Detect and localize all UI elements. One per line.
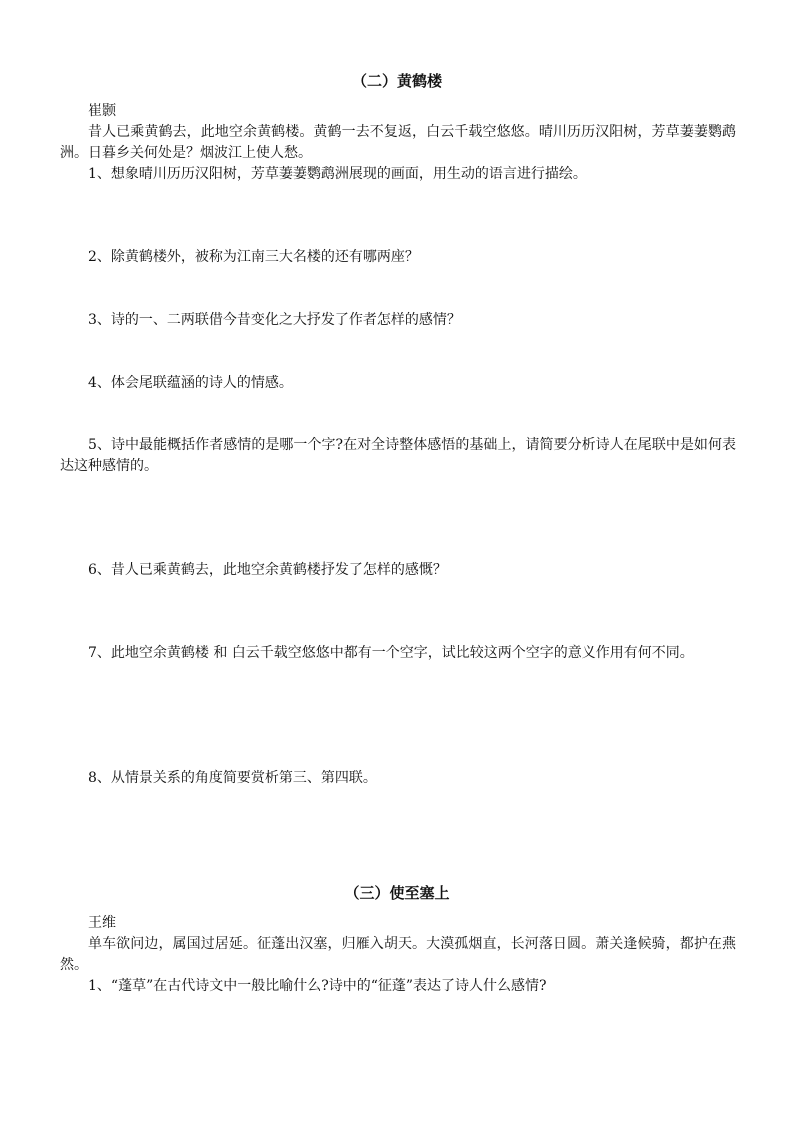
section-3-author: 王维 <box>88 915 116 931</box>
section-2-question-1: 1、想象晴川历历汉阳树，芳草萋萋鹦鹉洲展现的画面，用生动的语言进行描绘。 <box>88 166 587 182</box>
section-3-poem: 单车欲问边，属国过居延。征蓬出汉塞，归雁入胡天。大漠孤烟直，长河落日圆。萧关逢候骑，都护在燕然。 <box>60 936 736 973</box>
section-2-question-3: 3、诗的一、二两联借今昔变化之大抒发了作者怎样的感情？ <box>88 312 461 328</box>
section-2-question-7: 7、此地空余黄鹤楼 和 白云千载空悠悠中都有一个空字，试比较这两个空字的意义作用有何不同。 <box>88 645 694 661</box>
section-2-poem: 昔人已乘黄鹤去，此地空余黄鹤楼。黄鹤一去不复返，白云千载空悠悠。晴川历历汉阳树，芳草萋萋鹦鹉洲。日暮乡关何处是？烟波江上使人愁。 <box>60 124 736 161</box>
section-2-question-4: 4、体会尾联蕴涵的诗人的情感。 <box>88 375 293 391</box>
section-2-question-8: 8、从情景关系的角度简要赏析第三、第四联。 <box>88 770 377 786</box>
section-2-question-5: 5、诗中最能概括作者感情的是哪一个字?在对全诗整体感悟的基础上，请简要分析诗人在尾联中是如何表达这种感情的。 <box>60 437 736 474</box>
section-2-question-2: 2、除黄鹤楼外，被称为江南三大名楼的还有哪两座？ <box>88 249 419 265</box>
section-2-title: （二）黄鹤楼 <box>351 72 442 90</box>
section-3-title: （三）使至塞上 <box>344 884 450 902</box>
section-2-question-6: 6、昔人已乘黄鹤去，此地空余黄鹤楼抒发了怎样的感慨？ <box>88 562 447 578</box>
section-2-author: 崔颢 <box>88 103 116 119</box>
section-3-question-1: 1、“蓬草”在古代诗文中一般比喻什么?诗中的“征蓬”表达了诗人什么感情? <box>88 978 547 994</box>
